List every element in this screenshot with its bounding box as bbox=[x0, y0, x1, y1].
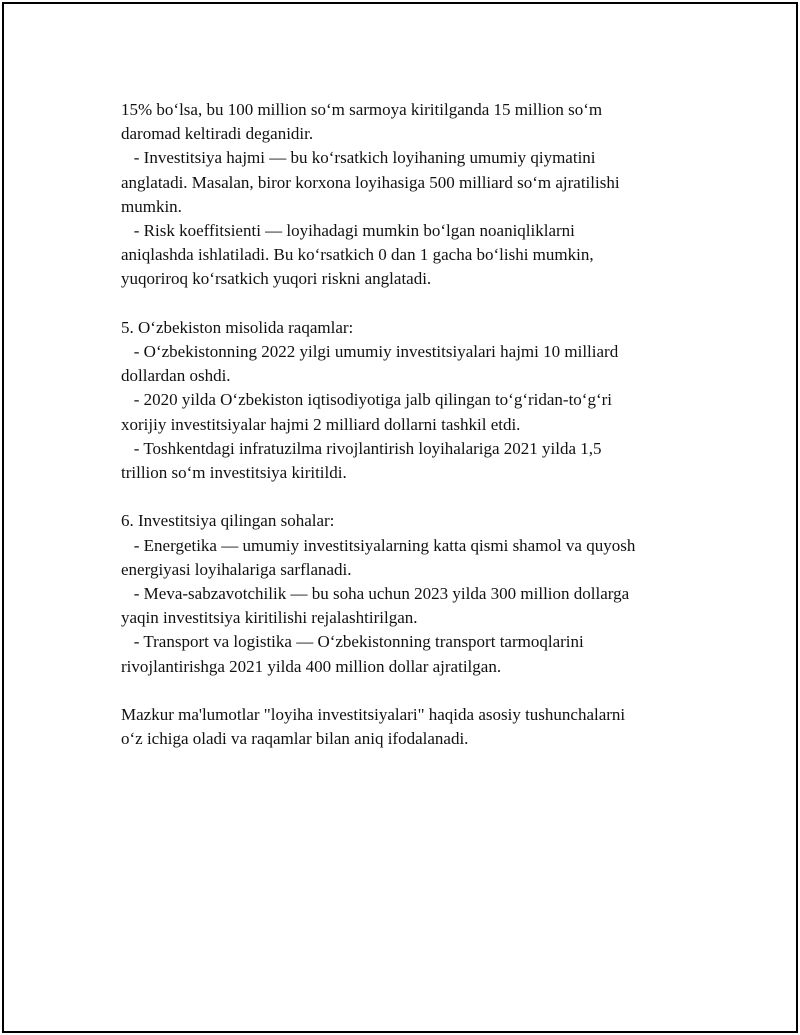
text-line: mumkin. bbox=[121, 196, 182, 216]
paragraph-gap bbox=[121, 679, 701, 703]
text-line: dollardan oshdi. bbox=[121, 366, 231, 386]
text-line: rivojlantirishga 2021 yilda 400 million dollar ajratilgan. bbox=[121, 656, 502, 676]
section-invested-sectors bbox=[121, 509, 701, 678]
text-line: Mazkur ma'lumotlar "loyiha investitsiyalari" haqida asosiy tushunchalarni bbox=[121, 705, 626, 725]
text-line: anglatadi. Masalan, biror korxona loyihasiga 500 milliard so‘m ajratilishi bbox=[121, 172, 620, 192]
text-line: - O‘zbekistonning 2022 yilgi umumiy investitsiyalari hajmi 10 milliard bbox=[121, 342, 619, 362]
text-line: - 2020 yilda O‘zbekiston iqtisodiyotiga jalb qilingan to‘g‘ridan-to‘g‘ri bbox=[121, 390, 613, 410]
text-line: trillion so‘m investitsiya kiritildi. bbox=[121, 463, 347, 483]
text-line: - Risk koeffitsienti — loyihadagi mumkin bo‘lgan noaniqliklarni bbox=[121, 221, 575, 241]
paragraph-conclusion bbox=[121, 703, 701, 751]
paragraph-gap bbox=[121, 292, 701, 316]
page-frame bbox=[2, 2, 798, 1033]
text-line: yaqin investitsiya kiritilishi rejalashtirilgan. bbox=[121, 608, 418, 628]
text-line: - Investitsiya hajmi — bu ko‘rsatkich loyihaning umumiy qiymatini bbox=[121, 148, 596, 168]
section-heading: 5. O‘zbekiston misolida raqamlar: bbox=[121, 317, 354, 337]
text-line: daromad keltiradi deganidir. bbox=[121, 124, 314, 144]
text-line: - Energetika — umumiy investitsiyalarning katta qismi shamol va quyosh bbox=[121, 535, 636, 555]
paragraph-gap bbox=[121, 485, 701, 509]
text-line: o‘z ichiga oladi va raqamlar bilan aniq ifodalanadi. bbox=[121, 729, 469, 749]
section-heading: 6. Investitsiya qilingan sohalar: bbox=[121, 511, 335, 531]
text-line: - Meva-sabzavotchilik — bu soha uchun 2023 yilda 300 million dollarga bbox=[121, 584, 630, 604]
paragraph-investment-metrics bbox=[121, 98, 701, 292]
text-line: - Toshkentdagi infratuzilma rivojlantirish loyihalariga 2021 yilda 1,5 bbox=[121, 438, 602, 458]
text-line: aniqlashda ishlatiladi. Bu ko‘rsatkich 0 dan 1 gacha bo‘lishi mumkin, bbox=[121, 245, 594, 265]
text-line: yuqoriroq ko‘rsatkich yuqori riskni anglatadi. bbox=[121, 269, 432, 289]
section-uzbekistan-figures bbox=[121, 316, 701, 485]
text-line: - Transport va logistika — O‘zbekistonning transport tarmoqlarini bbox=[121, 632, 584, 652]
text-line: energiyasi loyihalariga sarflanadi. bbox=[121, 559, 352, 579]
text-line: 15% bo‘lsa, bu 100 million so‘m sarmoya kiritilganda 15 million so‘m bbox=[121, 100, 603, 119]
document-body bbox=[121, 98, 701, 751]
text-line: xorijiy investitsiyalar hajmi 2 milliard dollarni tashkil etdi. bbox=[121, 414, 521, 434]
